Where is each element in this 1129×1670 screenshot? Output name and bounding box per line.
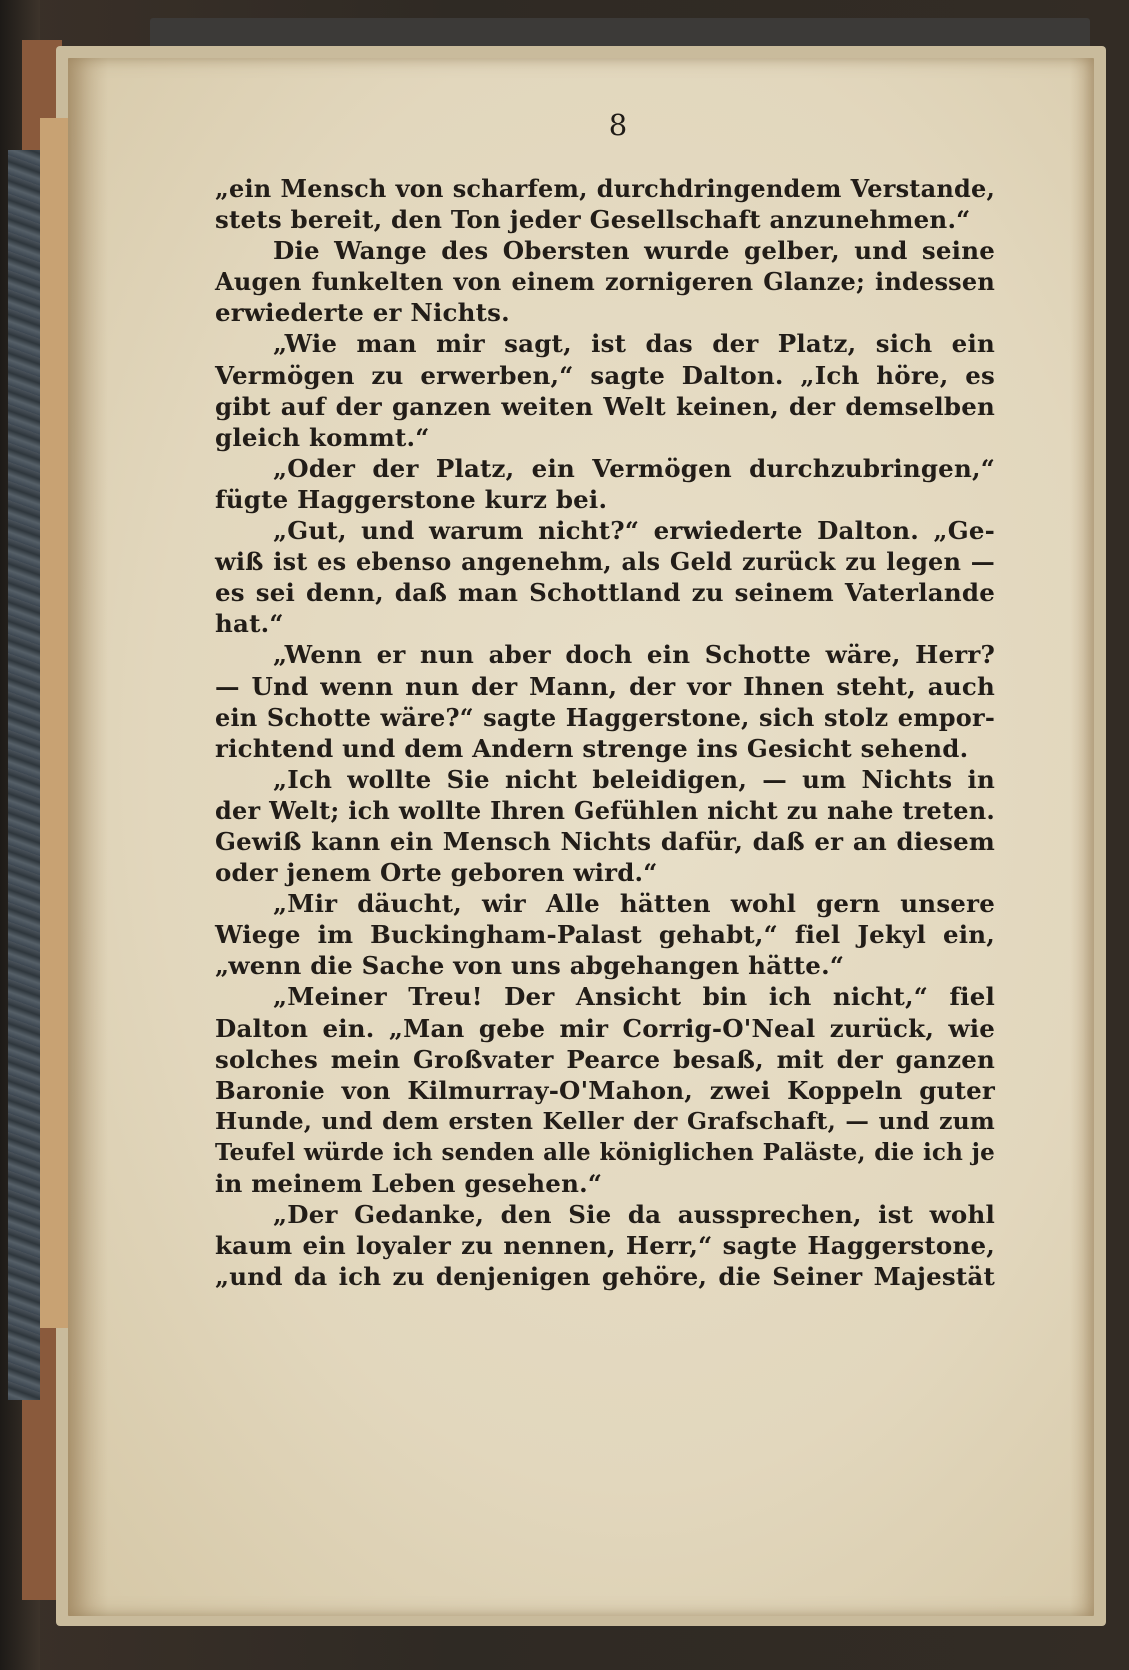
text-line: ein Schotte wäre?“ sagte Haggerstone, sich stolz empor- bbox=[215, 702, 995, 732]
text-line: fügte Haggerstone kurz bei. bbox=[215, 484, 608, 514]
text-line: „Mir däucht, wir Alle hätten wohl gern unsere bbox=[273, 889, 995, 919]
text-line: stets bereit, den Ton jeder Gesellschaft anzunehmen.“ bbox=[215, 205, 971, 235]
text-line: Wiege im Buckingham-Palast gehabt,“ fiel Jekyl ein, bbox=[215, 920, 995, 950]
text-line: „Oder der Platz, ein Vermögen durchzubringen,“ bbox=[273, 453, 995, 483]
text-line: gleich kommt.“ bbox=[215, 422, 430, 452]
text-line: gibt auf der ganzen weiten Welt keinen, der demselben bbox=[215, 391, 995, 421]
text-line: Vermögen zu erwerben,“ sagte Dalton. „Ich höre, es bbox=[215, 360, 995, 390]
text-line: „Wie man mir sagt, ist das der Platz, sich ein bbox=[273, 329, 995, 359]
text-line: hat.“ bbox=[215, 609, 284, 639]
text-line: „wenn die Sache von uns abgehangen hätte.“ bbox=[215, 951, 845, 981]
text-line: solches mein Großvater Pearce besaß, mit der ganzen bbox=[215, 1044, 995, 1074]
text-line: „ein Mensch von scharfem, durchdringendem Verstande, bbox=[215, 174, 995, 203]
text-line: „Meiner Treu! Der Ansicht bin ich nicht,“ fiel bbox=[273, 982, 995, 1012]
gutter-shadow bbox=[68, 58, 108, 1616]
page-number: 8 bbox=[608, 108, 628, 142]
marbled-board bbox=[8, 150, 40, 1400]
text-line: „Ich wollte Sie nicht beleidigen, — um Nichts in bbox=[273, 764, 995, 794]
text-line: kaum ein loyaler zu nennen, Herr,“ sagte Haggerstone, bbox=[215, 1231, 995, 1261]
page-text bbox=[215, 173, 995, 1292]
text-line: Augen funkelten von einem zornigeren Glanze; indessen bbox=[215, 267, 995, 297]
text-line: — Und wenn nun der Mann, der vor Ihnen steht, auch bbox=[215, 671, 995, 701]
text-line: wiß ist es ebenso angenehm, als Geld zurück zu legen — bbox=[215, 547, 995, 577]
text-line: Hunde, und dem ersten Keller der Grafschaft, — und zum bbox=[215, 1106, 995, 1135]
text-line: „Der Gedanke, den Sie da aussprechen, ist wohl bbox=[273, 1200, 995, 1230]
book-page bbox=[68, 58, 1094, 1616]
text-line: der Welt; ich wollte Ihren Gefühlen nicht zu nahe treten. bbox=[215, 795, 995, 825]
text-line: Gewiß kann ein Mensch Nichts dafür, daß er an diesem bbox=[215, 826, 995, 856]
text-line: „Gut, und warum nicht?“ erwiederte Dalton. „Ge- bbox=[273, 516, 995, 546]
text-line: erwiederte er Nichts. bbox=[215, 298, 510, 328]
text-line: richtend und dem Andern strenge ins Gesicht sehend. bbox=[215, 733, 969, 763]
text-line: oder jenem Orte geboren wird.“ bbox=[215, 858, 658, 888]
text-line: „und da ich zu denjenigen gehöre, die Seiner Majestät bbox=[215, 1262, 995, 1292]
text-line: Dalton ein. „Man gebe mir Corrig-O'Neal zurück, wie bbox=[215, 1013, 995, 1043]
text-line: „Wenn er nun aber doch ein Schotte wäre, Herr? bbox=[273, 640, 995, 670]
page-edge-shadow bbox=[1070, 58, 1094, 1616]
text-line: in meinem Leben gesehen.“ bbox=[215, 1169, 603, 1198]
text-line: Teufel würde ich senden alle königlichen Paläste, die ich je bbox=[215, 1138, 995, 1166]
text-line: Die Wange des Obersten wurde gelber, und seine bbox=[273, 236, 995, 266]
text-line: es sei denn, daß man Schottland zu seinem Vaterlande bbox=[215, 578, 995, 608]
text-line: Baronie von Kilmurray-O'Mahon, zwei Koppeln guter bbox=[215, 1075, 995, 1105]
